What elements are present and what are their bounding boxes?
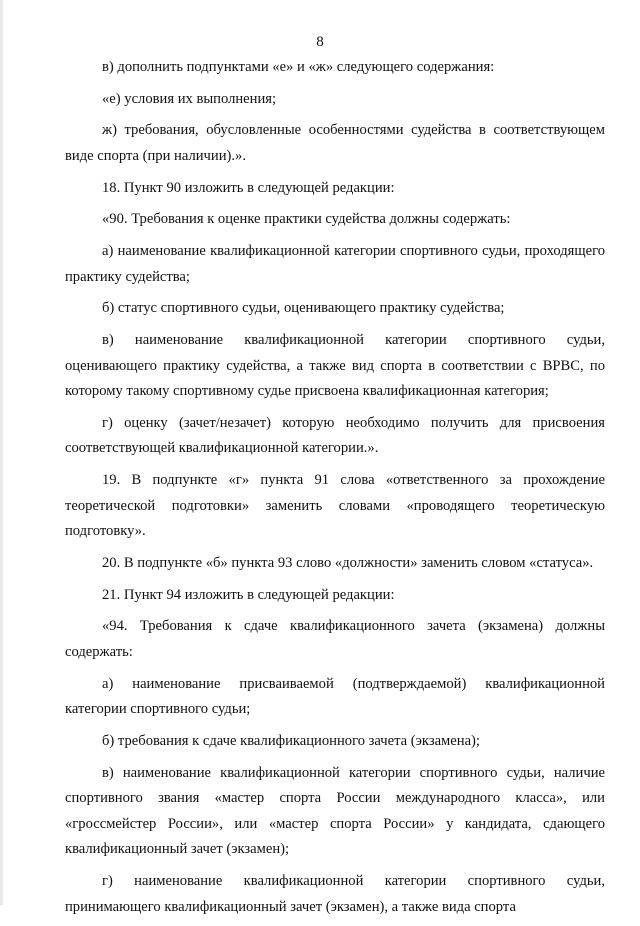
paragraph-90-g: г) оценку (зачет/незачет) которую необходимо получить для присвоения соответствующей квалификационной категории.». — [65, 414, 605, 457]
paragraph-90-b: б) статус спортивного судьи, оценивающего практику судейства; — [102, 300, 505, 317]
paragraph-94-b: б) требования к сдаче квалификационного зачета (экзамена); — [102, 732, 480, 749]
scan-edge — [0, 0, 3, 905]
paragraph-point-19: 19. В подпункте «г» пункта 91 слова «ответственного за прохождение теоретической подготовки» заменить словами «проводящего теоретическую подготовку». — [65, 472, 605, 540]
paragraph-point-20: 20. В подпункте «б» пункта 93 слово «должности» заменить словом «статуса». — [102, 555, 594, 572]
paragraph-94-v: в) наименование квалификационной категории спортивного судьи, наличие спортивного звания «мастер спорта России международного класса», или «гроссмейстер России», или «мастер спорта России» у кандидата, сдающего квалификационный зачет (экзамен); — [65, 764, 605, 858]
paragraph-item-90: «90. Требования к оценке практики судейства должны содержать: — [102, 211, 511, 228]
paragraph-item-zh: ж) требования, обусловленные особенностями судейства в соответствующем виде спорта (при наличии).». — [65, 122, 605, 164]
paragraph-94-g: г) наименование квалификационной категории спортивного судьи, принимающего квалификационный зачет (экзамен), а также вида спорта — [65, 873, 605, 915]
paragraph-amend-v: в) дополнить подпунктами «е» и «ж» следующего содержания: — [102, 59, 495, 75]
paragraph-item-e: «е) условия их выполнения; — [102, 90, 277, 107]
paragraph-point-18: 18. Пункт 90 изложить в следующей редакции: — [102, 179, 395, 196]
paragraph-90-v: в) наименование квалификационной категории спортивного судьи, оценивающего практику судейства, а также вид спорта в соответствии с ВРВС, по которому такому спортивному судье присвоена квалификационная категория; — [65, 332, 605, 400]
paragraph-point-21: 21. Пункт 94 изложить в следующей редакции: — [102, 586, 395, 603]
document-body — [65, 55, 605, 926]
paragraph-90-a: а) наименование квалификационной категории спортивного судьи, проходящего практику судейства; — [65, 243, 605, 285]
page-number: 8 — [316, 34, 324, 50]
paragraph-94-a: а) наименование присваиваемой (подтверждаемой) квалификационной категории спортивного судьи; — [65, 675, 605, 718]
paragraph-item-94: «94. Требования к сдаче квалификационного зачета (экзамена) должны содержать: — [65, 618, 605, 660]
